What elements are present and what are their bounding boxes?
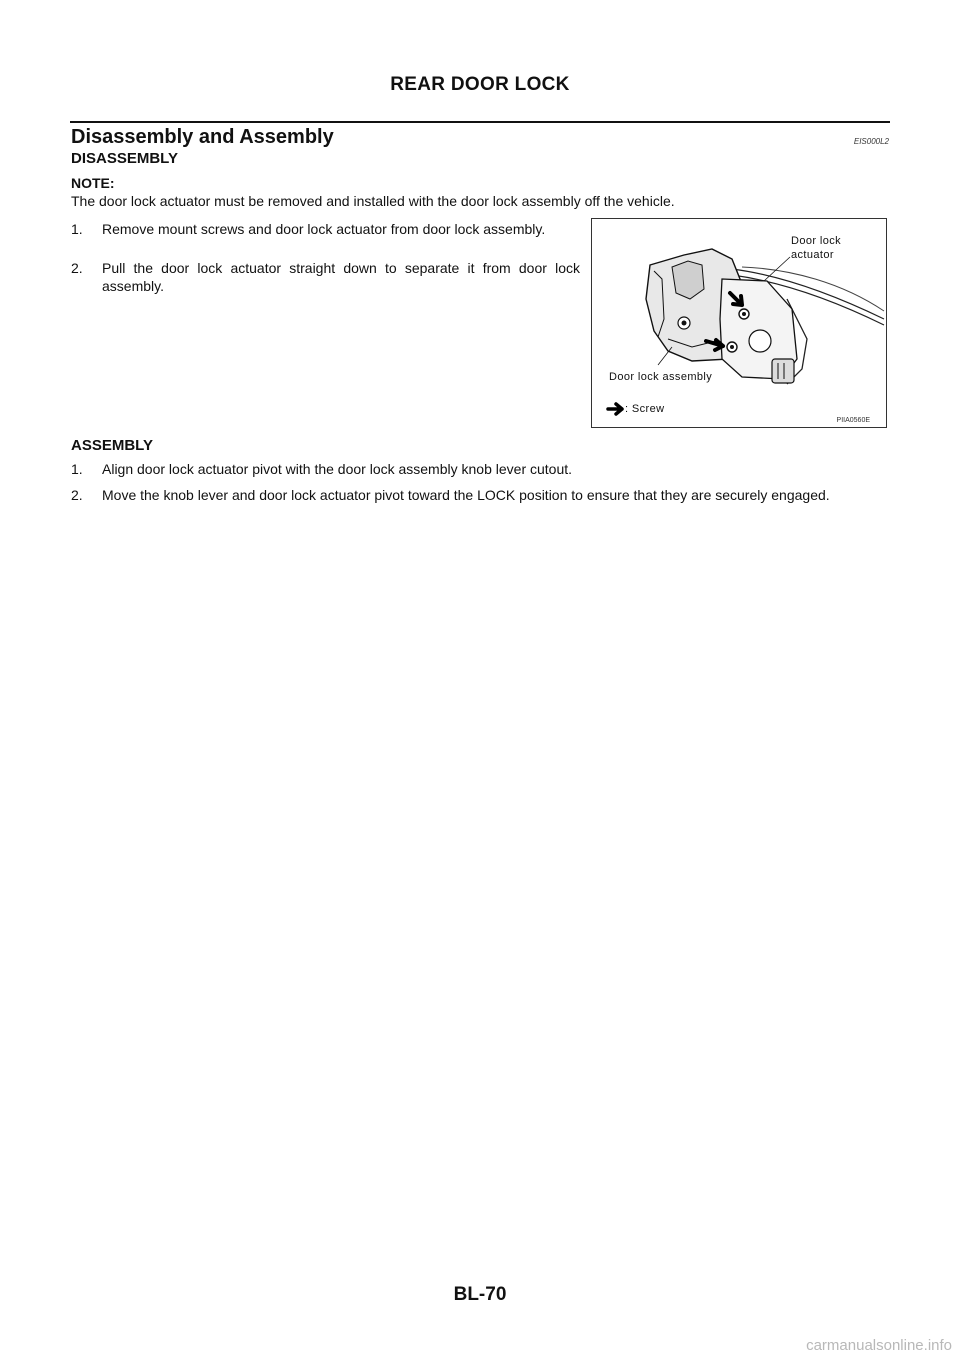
header-rule [70,121,890,123]
step-number: 2. [71,260,83,276]
note-text: The door lock actuator must be removed and installed with the door lock assembly off the vehicle. [71,193,675,209]
section-title: Disassembly and Assembly [71,126,334,148]
step-text: Remove mount screws and door lock actuator from door lock assembly. [102,221,546,237]
figure-code: PIIA0560E [836,417,870,424]
door-lock-illustration [592,219,886,427]
page-number: BL-70 [453,1284,507,1305]
step-number: 1. [71,461,83,477]
disassembly-step-1 [71,220,580,238]
page-header-title: REAR DOOR LOCK [390,74,570,95]
disassembly-step-2 [71,259,580,295]
label-door-lock-actuator-line1: Door lock [791,235,842,247]
door-lock-figure [591,218,887,428]
step-number: 2. [71,487,83,503]
assembly-step-1 [71,460,889,478]
footer-site-link[interactable]: carmanualsonline.info [806,1337,952,1354]
step-text: Pull the door lock actuator straight down to separate it from door lock assembly. [102,260,580,294]
label-door-lock-actuator-line2: actuator [791,249,834,261]
step-text: Align door lock actuator pivot with the door lock assembly knob lever cutout. [102,461,573,477]
note-label: NOTE: [71,175,115,191]
assembly-heading: ASSEMBLY [71,437,153,454]
legend-screw: : Screw [625,403,665,415]
step-text: Move the knob lever and door lock actuator pivot toward the LOCK position to ensure that they are securely engaged. [102,487,830,503]
step-number: 1. [71,221,83,237]
assembly-step-2 [71,486,889,504]
section-ref-code: EIS000L2 [853,137,889,146]
disassembly-heading: DISASSEMBLY [71,150,178,167]
label-door-lock-assembly: Door lock assembly [609,371,713,383]
